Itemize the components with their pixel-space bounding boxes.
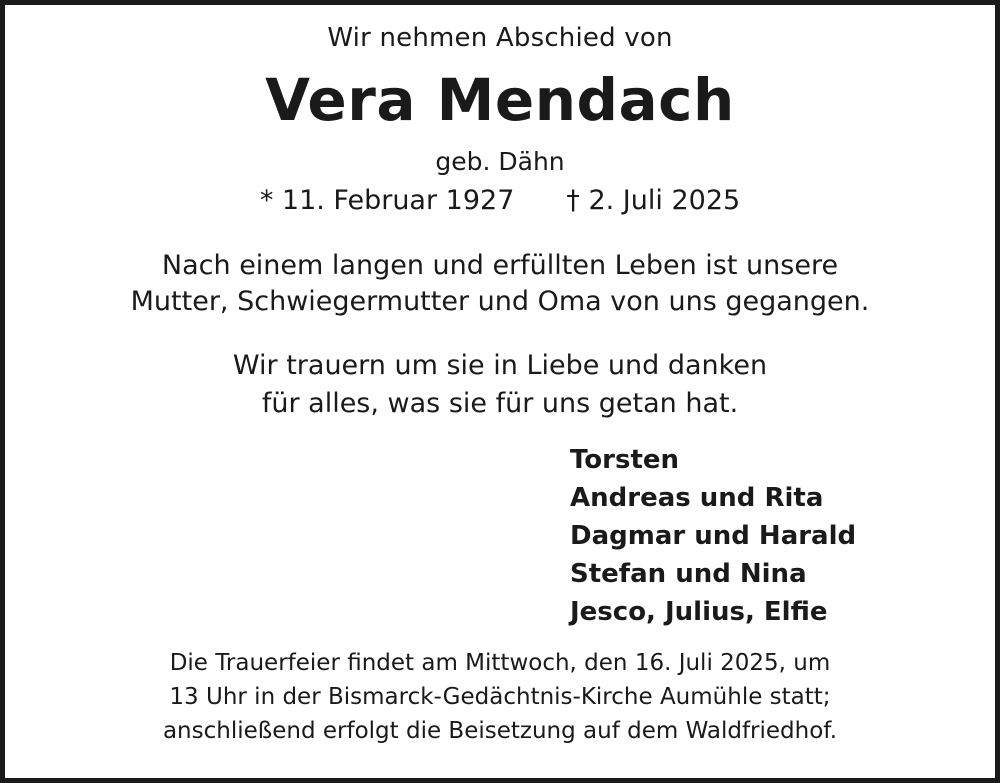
mourner-name: Stefan und Nina xyxy=(570,559,807,589)
thanks-line: Wir trauern um sie in Liebe und danken xyxy=(232,350,768,381)
message-line: Nach einem langen und erfüllten Leben ist unsere xyxy=(161,250,839,281)
life-dates xyxy=(0,185,1000,216)
mourners-list xyxy=(570,443,856,633)
message-line: Mutter, Schwiegermutter und Oma von uns gegangen. xyxy=(130,286,870,317)
maiden-name: geb. Dähn xyxy=(435,147,565,176)
death-date: † 2. Juli 2025 xyxy=(566,185,741,216)
funeral-info-line: anschließend erfolgt die Beisetzung auf dem Waldfriedhof. xyxy=(162,718,838,744)
deceased-name: Vera Mendach xyxy=(265,66,735,134)
funeral-info-line: Die Trauerfeier findet am Mittwoch, den 16. Juli 2025, um xyxy=(169,650,831,676)
thanks-line: für alles, was sie für uns getan hat. xyxy=(261,388,739,419)
birth-date: * 11. Februar 1927 xyxy=(259,185,515,216)
mourner-name: Andreas und Rita xyxy=(570,483,824,513)
funeral-info-line: 13 Uhr in der Bismarck-Gedächtnis-Kirche Aumühle statt; xyxy=(169,684,831,710)
mourner-name: Jesco, Julius, Elfie xyxy=(570,597,828,627)
mourner-name: Torsten xyxy=(570,445,680,475)
mourner-name: Dagmar und Harald xyxy=(570,521,857,551)
intro-text: Wir nehmen Abschied von xyxy=(327,23,673,53)
